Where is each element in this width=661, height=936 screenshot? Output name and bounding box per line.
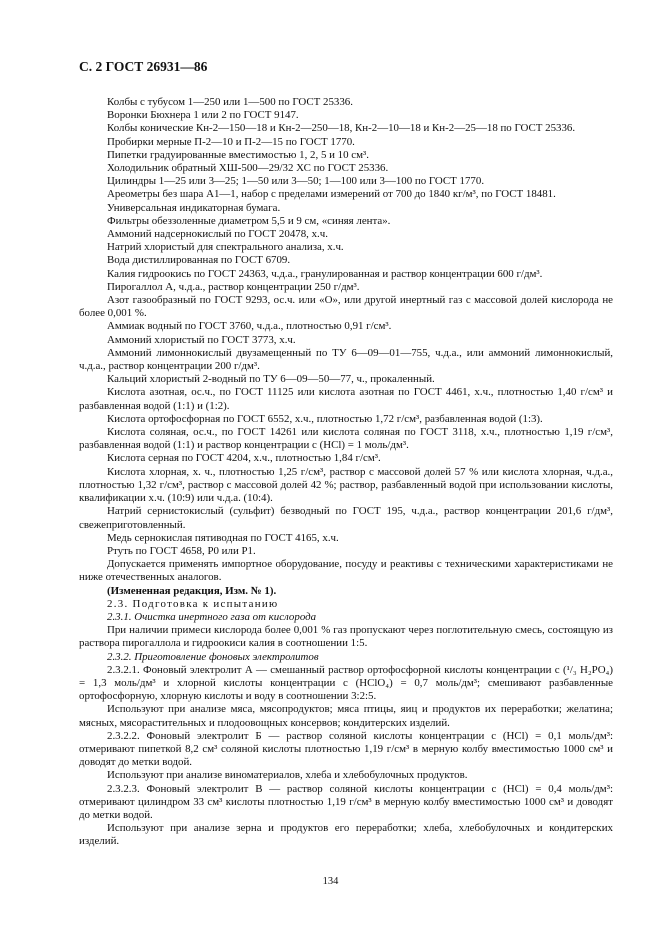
paragraph: Аммоний хлористый по ГОСТ 3773, х.ч. [107,333,296,346]
page-number: 134 [322,876,339,887]
paragraph: Вода дистиллированная по ГОСТ 6709. [107,254,291,267]
paragraph: Кислота азотная, ос.ч., по ГОСТ 11125 или кислота азотная по ГОСТ 4461, х.ч., плотностью 1,40 г/см³ и разбавленная водой (1:1) и (1:2). [79,386,613,412]
amendment-note: (Измененная редакция, Изм. № 1). [107,584,277,597]
page-header: С. 2 ГОСТ 26931—86 [79,59,208,74]
paragraph: Кислота серная по ГОСТ 4204, х.ч., плотностью 1,84 г/см³. [107,452,381,465]
paragraph: Колбы конические Кн-2—150—18 и Кн-2—250—18, Кн-2—10—18 и Кн-2—25—18 по ГОСТ 25336. [107,122,576,135]
paragraph: Используют при анализе зерна и продуктов его переработки; хлеба, хлебобулочных и кондитерских изделий. [79,822,613,848]
paragraph: 2.3.2.1. Фоновый электролит А — смешанный раствор ортофосфорной кислоты концентрации c (¹/₃ H₂PO₄) = 1,3 моль/дм³ и хлорной кислоты концентрации c (HClO₄) = 0,7 моль/дм³; смешивают разбавленные ортофосфорную, хлорную кислоты и воду в соотношении 3:2:5. [79,663,613,703]
section-heading-2-3: 2.3. Подготовка к испытанию [107,597,279,610]
paragraph: Азот газообразный по ГОСТ 9293, ос.ч. или «О», или другой инертный газ с массовой долей кислорода не более 0,001 %. [79,294,613,320]
paragraph: Используют при анализе виноматериалов, хлеба и хлебобулочных продуктов. [107,769,468,782]
paragraph: Кислота соляная, ос.ч., по ГОСТ 14261 или кислота соляная по ГОСТ 3118, х.ч., плотностью 1,19 г/см³, разбавленная водой (1:1) и раствор концентрации c (HCl) = 1 моль/дм³. [79,426,613,452]
paragraph: Используют при анализе мяса, мясопродуктов; мяса птицы, яиц и продуктов их переработки; желатина; мясных, мясорастительных и плодоовощных консервов; кондитерских изделий. [79,703,613,729]
paragraph: Цилиндры 1—25 или 3—25; 1—50 или 3—50; 1—100 или 3—100 по ГОСТ 1770. [107,175,485,188]
paragraph: Ртуть по ГОСТ 4658, Р0 или Р1. [107,544,256,557]
document-body [79,96,613,849]
paragraph: Допускается применять импортное оборудование, посуду и реактивы с техническими характеристиками не ниже отечественных аналогов. [79,558,613,584]
section-heading-2-3-1: 2.3.1. Очистка инертного газа от кислорода [107,610,317,623]
paragraph: Универсальная индикаторная бумага. [107,201,281,214]
paragraph: Натрий хлористый для спектрального анализа, х.ч. [107,241,344,254]
paragraph: Фильтры обеззоленные диаметром 5,5 и 9 см, «синяя лента». [107,214,391,227]
paragraph: Кислота ортофосфорная по ГОСТ 6552, х.ч., плотностью 1,72 г/см³, разбавленная водой (1:3). [107,412,543,425]
paragraph: Аммоний надсернокислый по ГОСТ 20478, х.ч. [107,228,328,241]
section-heading-2-3-2: 2.3.2. Приготовление фоновых электролитов [107,650,319,663]
paragraph: Натрий сернистокислый (сульфит) безводный по ГОСТ 195, ч.д.а., раствор концентрации 201,6 г/дм³, свежеприготовленный. [79,505,613,531]
paragraph: Пипетки градуированные вместимостью 1, 2, 5 и 10 см³. [107,148,369,161]
paragraph: Аммоний лимоннокислый двузамещенный по ТУ 6—09—01—755, ч.д.а., или аммоний лимоннокислый, ч.д.а., раствор концентрации 200 г/дм³. [79,346,613,373]
paragraph: Воронки Бюхнера 1 или 2 по ГОСТ 9147. [107,109,299,122]
paragraph: Калия гидроокись по ГОСТ 24363, ч.д.а., гранулированная и раствор концентрации 600 г/дм³. [107,267,543,280]
paragraph: Холодильник обратный ХШ-500—29/32 ХС по ГОСТ 25336. [107,162,389,175]
paragraph: При наличии примеси кислорода более 0,001 % газ пропускают через поглотительную смесь, состоящую из раствора пирогаллола и гидроокиси калия в соотношении 1:5. [79,624,613,650]
paragraph: Пробирки мерные П-2—10 и П-2—15 по ГОСТ 1770. [107,135,355,148]
paragraph: 2.3.2.3. Фоновый электролит В — раствор соляной кислоты концентрации c (HCl) = 0,4 моль/дм³: отмеривают цилиндром 33 см³ кислоты плотностью 1,19 г/см³ в мерную колбу вместимостью 1000 см³ и доводят до метки водой. [79,782,613,821]
paragraph: Кислота хлорная, х. ч., плотностью 1,25 г/см³, раствор с массовой долей 57 % или кислота хлорная, ч.д.а., плотностью 1,32 г/см³, раствор с массовой долей 42 %; раствор, разбавленный водой при использовании кислоты, квалификации х.ч. (10:9) или ч.д.а. (10:4). [79,465,613,505]
paragraph: Аммиак водный по ГОСТ 3760, ч.д.а., плотностью 0,91 г/см³. [107,320,392,333]
paragraph: Колбы с тубусом 1—250 или 1—500 по ГОСТ 25336. [107,96,353,108]
paragraph: Медь сернокислая пятиводная по ГОСТ 4165, х.ч. [107,531,339,544]
paragraph: Пирогаллол А, ч.д.а., раствор концентрации 250 г/дм³. [107,280,360,293]
paragraph: Ареометры без шара А1—1, набор с пределами измерений от 700 до 1840 кг/м³, по ГОСТ 18481. [107,188,556,201]
paragraph: 2.3.2.2. Фоновый электролит Б — раствор соляной кислоты концентрации c (HCl) = 0,1 моль/дм³: отмеривают пипеткой 8,2 см³ соляной кислоты плотностью 1,19 г/см³ в мерную колбу вместимостью 1000 см³ и доводят до метки водой. [79,729,613,769]
paragraph: Кальций хлористый 2-водный по ТУ 6—09—50—77, ч., прокаленный. [107,373,435,386]
